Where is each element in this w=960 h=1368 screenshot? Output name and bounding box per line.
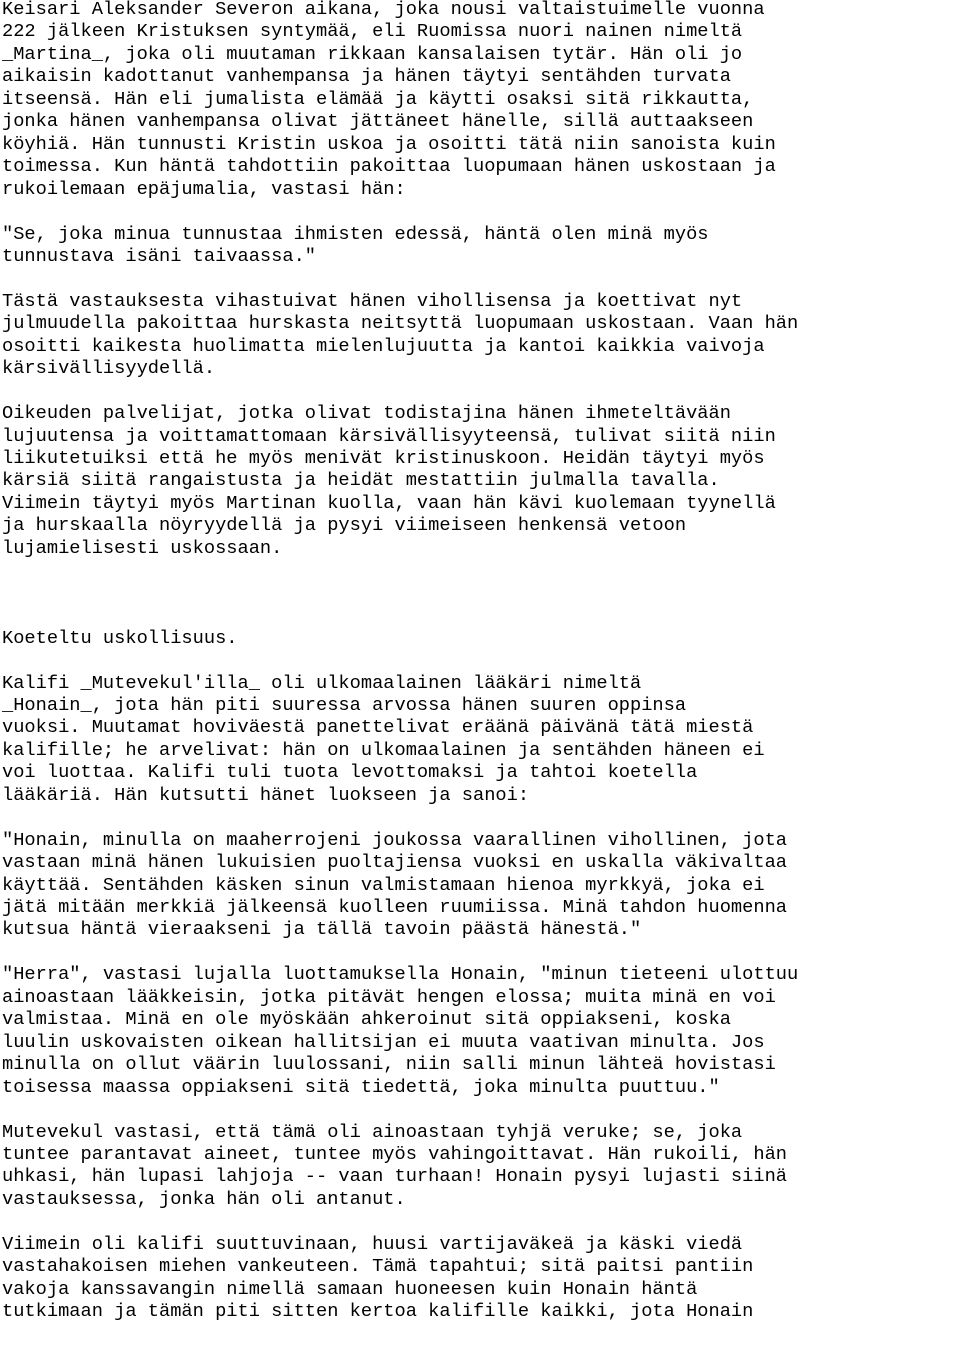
paragraph-spacer: [2, 200, 958, 222]
paragraph-honain-reply: "Herra", vastasi lujalla luottamuksella Honain, "minun tieteeni ulottuu ainoastaan lääkkeisin, jotka pitävät hengen elossa; muita minä en voi valmistaa. Minä en ole myöskään ahkeroinut sitä oppiakseni, koska luulin uskovaisten oikean hallitsijan ei muuta vaativan minulta. Jos minulla on ollut väärin luulossani, niin salli minun lähteä hovistasi toisessa maassa oppiakseni sitä tiedettä, joka minulta puuttuu.": [2, 963, 799, 1098]
paragraph-spacer: [2, 1210, 958, 1232]
paragraph-spacer: [2, 267, 958, 289]
paragraph-imprisonment: Viimein oli kalifi suuttuvinaan, huusi vartijaväkeä ja käski viedä vastahakoisen miehen vankeuteen. Tämä tapahtui; sitä paitsi pantiin vakoja kanssavangin nimellä samaan huoneesen kuin Honain häntä tutkimaan ja tämän piti sitten kertoa kalifille kaikki, jota Honain: [2, 1232, 754, 1323]
paragraph-spacer: [2, 380, 958, 402]
section-title: Koeteltu uskollisuus.: [2, 626, 238, 649]
paragraph-spacer: [2, 806, 958, 828]
paragraph-martina-death: Oikeuden palvelijat, jotka olivat todistajina hänen ihmeteltävään lujuutensa ja voittamattomaan kärsivällisyyteensä, tulivat siitä niin liikutetuiksi että he myös menivät kristinuskoon. Heidän täytyi myös kärsiä siitä rangaistusta ja heidät mestattiin julmalla tavalla. Viimein täytyi myös Martinan kuolla, vaan hän kävi kuolemaan tyynellä ja hurskaalla nöyryydellä ja pysyi viimeiseen henkensä vetoon lujamielisesti uskossaan.: [2, 402, 776, 559]
paragraph-martina-persecution: Tästä vastauksesta vihastuivat hänen vihollisensa ja koettivat nyt julmuudella pakoittaa hurskasta neitsyttä luopumaan uskostaan. Vaan hän osoitti kaikesta huolimatta mielenlujuutta ja kantoi kaikkia vaivoja kärsivällisyydellä.: [2, 289, 799, 380]
paragraph-honain-intro: Kalifi _Mutevekul'illa_ oli ulkomaalainen lääkäri nimeltä _Honain_, jota hän piti suuressa arvossa hänen suuren oppinsa vuoksi. Muutamat hoviväestä panettelivat eräänä päivänä tätä miestä kalifille; he arvelivat: hän on ulkomaalainen ja sentähden häneen ei voi luottaa. Kalifi tuli tuota levottomaksi ja tahtoi koetella lääkäriä. Hän kutsutti hänet luokseen ja sanoi:: [2, 671, 765, 806]
paragraph-caliph-request: "Honain, minulla on maaherrojeni joukossa vaarallinen vihollinen, jota vastaan minä hänen lukuisien puoltajiensa vuoksi en uskalla väkivaltaa käyttää. Sentähden käsken sinun valmistamaan hienoa myrkkyä, joka ei jätä mitään merkkiä jälkeensä kuolleen ruumiissa. Minä tahdon huomenna kutsua häntä vieraakseni ja tällä tavoin päästä hänestä.": [2, 828, 788, 941]
paragraph-spacer: [2, 649, 958, 671]
paragraph-mutevekul-response: Mutevekul vastasi, että tämä oli ainoastaan tyhjä veruke; se, joka tuntee parantavat aineet, tuntee myös vahingoittavat. Hän rukoili, hän uhkasi, hän lupasi lahjoja -- vaan turhaan! Honain pysyi lujasti siinä vastauksessa, jonka hän oli antanut.: [2, 1120, 788, 1210]
section-spacer: [2, 559, 958, 626]
paragraph-martina-quote: "Se, joka minua tunnustaa ihmisten edessä, häntä olen minä myös tunnustava isäni taivaassa.": [2, 222, 709, 267]
document-page: [2, 0, 958, 1323]
paragraph-spacer: [2, 941, 958, 963]
paragraph-martina-intro: Keisari Aleksander Severon aikana, joka nousi valtaistuimelle vuonna 222 jälkeen Kristuksen syntymää, eli Ruomissa nuori nainen nimeltä _Martina_, joka oli muutaman rikkaan kansalaisen tytär. Hän oli jo aikaisin kadottanut vanhempansa ja hänen täytyi sentähden turvata itseensä. Hän eli jumalista elämää ja käytti osaksi sitä rikkautta, jonka hänen vanhempansa olivat jättäneet hänelle, sillä auttaakseen köyhiä. Hän tunnusti Kristin uskoa ja osoitti tätä niin sanoista kuin toimessa. Kun häntä tahdottiin pakoittaa luopumaan hänen uskostaan ja rukoilemaan epäjumalia, vastasi hän:: [2, 0, 776, 200]
paragraph-spacer: [2, 1098, 958, 1120]
